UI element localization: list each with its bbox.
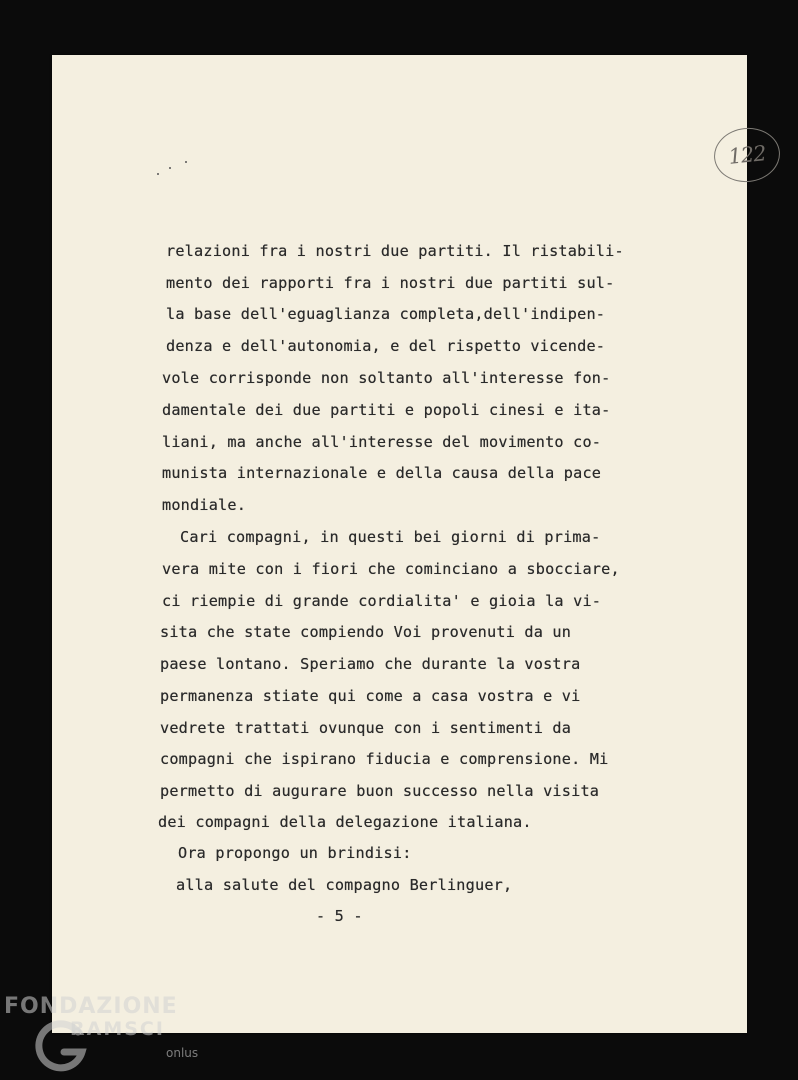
fondazione-gramsci-watermark — [4, 994, 204, 1074]
text-line: mondiale. — [162, 496, 247, 514]
text-line: liani, ma anche all'interesse del movimento co- — [162, 433, 602, 451]
text-line: la base dell'eguaglianza completa,dell'indipen- — [166, 305, 606, 323]
text-line: vedrete trattati ovunque con i sentimenti da — [160, 719, 572, 737]
watermark-line3: onlus — [166, 1046, 199, 1060]
text-line: paese lontano. Speriamo che durante la vostra — [160, 655, 581, 673]
text-line: denza e dell'autonomia, e del rispetto vicende- — [166, 337, 606, 355]
text-line: damentale dei due partiti e popoli cinesi e ita- — [162, 401, 611, 419]
text-line: munista internazionale e della causa della pace — [162, 464, 602, 482]
text-line: dei compagni della delegazione italiana. — [158, 813, 532, 831]
text-line: vera mite con i fiori che cominciano a sbocciare, — [162, 560, 620, 578]
typed-text-body — [52, 55, 747, 1033]
watermark-line1: FONDAZIONE — [4, 994, 178, 1019]
text-line: Ora propongo un brindisi: — [178, 844, 412, 862]
document-page — [52, 55, 767, 1033]
text-line: permetto di augurare buon successo nella visita — [160, 782, 600, 800]
text-line: alla salute del compagno Berlinguer, — [176, 876, 513, 894]
folio-number: 122 — [727, 141, 767, 169]
text-line: mento dei rapporti fra i nostri due partiti sul- — [166, 274, 615, 292]
text-line: Cari compagni, in questi bei giorni di prima- — [180, 528, 601, 546]
text-line: relazioni fra i nostri due partiti. Il ristabili- — [166, 242, 624, 260]
text-line: ci riempie di grande cordialita' e gioia la vi- — [162, 592, 602, 610]
page-number: - 5 - — [316, 907, 363, 925]
text-line: permanenza stiate qui come a casa vostra e vi — [160, 687, 581, 705]
watermark-line2: RAMSCI — [70, 1018, 165, 1040]
text-line: sita che state compiendo Voi provenuti da un — [160, 623, 572, 641]
text-line: compagni che ispirano fiducia e comprensione. Mi — [160, 750, 609, 768]
text-line: vole corrisponde non soltanto all'interesse fon- — [162, 369, 611, 387]
